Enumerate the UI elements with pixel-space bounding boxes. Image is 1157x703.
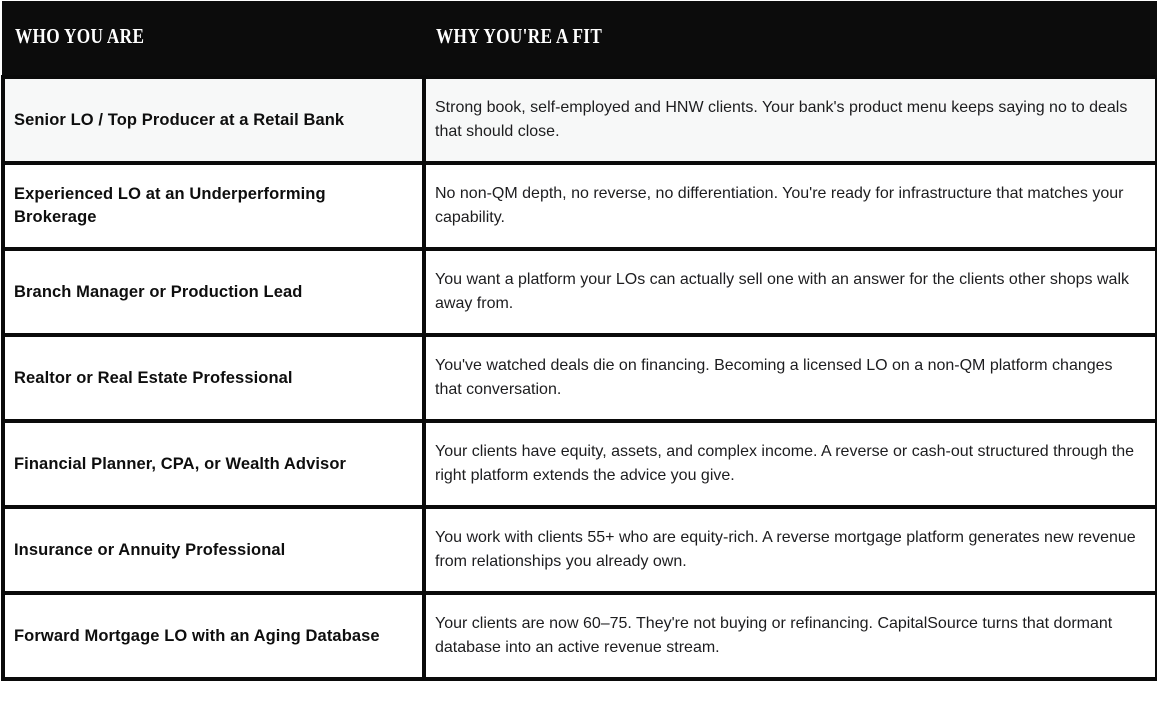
- column-header-why-label: WHY YOU'RE A FIT: [435, 24, 602, 48]
- table-row: [3, 507, 1157, 593]
- who-cell: Realtor or Real Estate Professional: [3, 335, 424, 421]
- who-cell: Financial Planner, CPA, or Wealth Advisor: [3, 421, 424, 507]
- column-header-who-label: WHO YOU ARE: [14, 24, 144, 48]
- why-cell: You want a platform your LOs can actually sell one with an answer for the clients other shops walk away from.: [424, 249, 1157, 335]
- why-cell: Your clients have equity, assets, and complex income. A reverse or cash-out structured through the right platform extends the advice you give.: [424, 421, 1157, 507]
- table-row: [3, 249, 1157, 335]
- why-cell: Strong book, self-employed and HNW clients. Your bank's product menu keeps saying no to deals that should close.: [424, 77, 1157, 163]
- table-row: [3, 77, 1157, 163]
- why-cell: Your clients are now 60–75. They're not buying or refinancing. CapitalSource turns that dormant database into an active revenue stream.: [424, 593, 1157, 679]
- who-cell: Senior LO / Top Producer at a Retail Bank: [3, 77, 424, 163]
- table-row: [3, 421, 1157, 507]
- column-header-who-you-are: [3, 3, 424, 78]
- table-row: [3, 593, 1157, 679]
- header-row: [3, 3, 1157, 78]
- who-cell: Forward Mortgage LO with an Aging Database: [3, 593, 424, 679]
- why-cell: You work with clients 55+ who are equity-rich. A reverse mortgage platform generates new revenue from relationships you already own.: [424, 507, 1157, 593]
- table-row: [3, 163, 1157, 249]
- column-header-why-fit: [424, 3, 1157, 78]
- who-cell: Branch Manager or Production Lead: [3, 249, 424, 335]
- who-cell: Experienced LO at an Underperforming Brokerage: [3, 163, 424, 249]
- why-cell: No non-QM depth, no reverse, no differentiation. You're ready for infrastructure that matches your capability.: [424, 163, 1157, 249]
- who-why-fit-table: [1, 1, 1157, 681]
- who-cell: Insurance or Annuity Professional: [3, 507, 424, 593]
- table-row: [3, 335, 1157, 421]
- why-cell: You've watched deals die on financing. Becoming a licensed LO on a non-QM platform changes that conversation.: [424, 335, 1157, 421]
